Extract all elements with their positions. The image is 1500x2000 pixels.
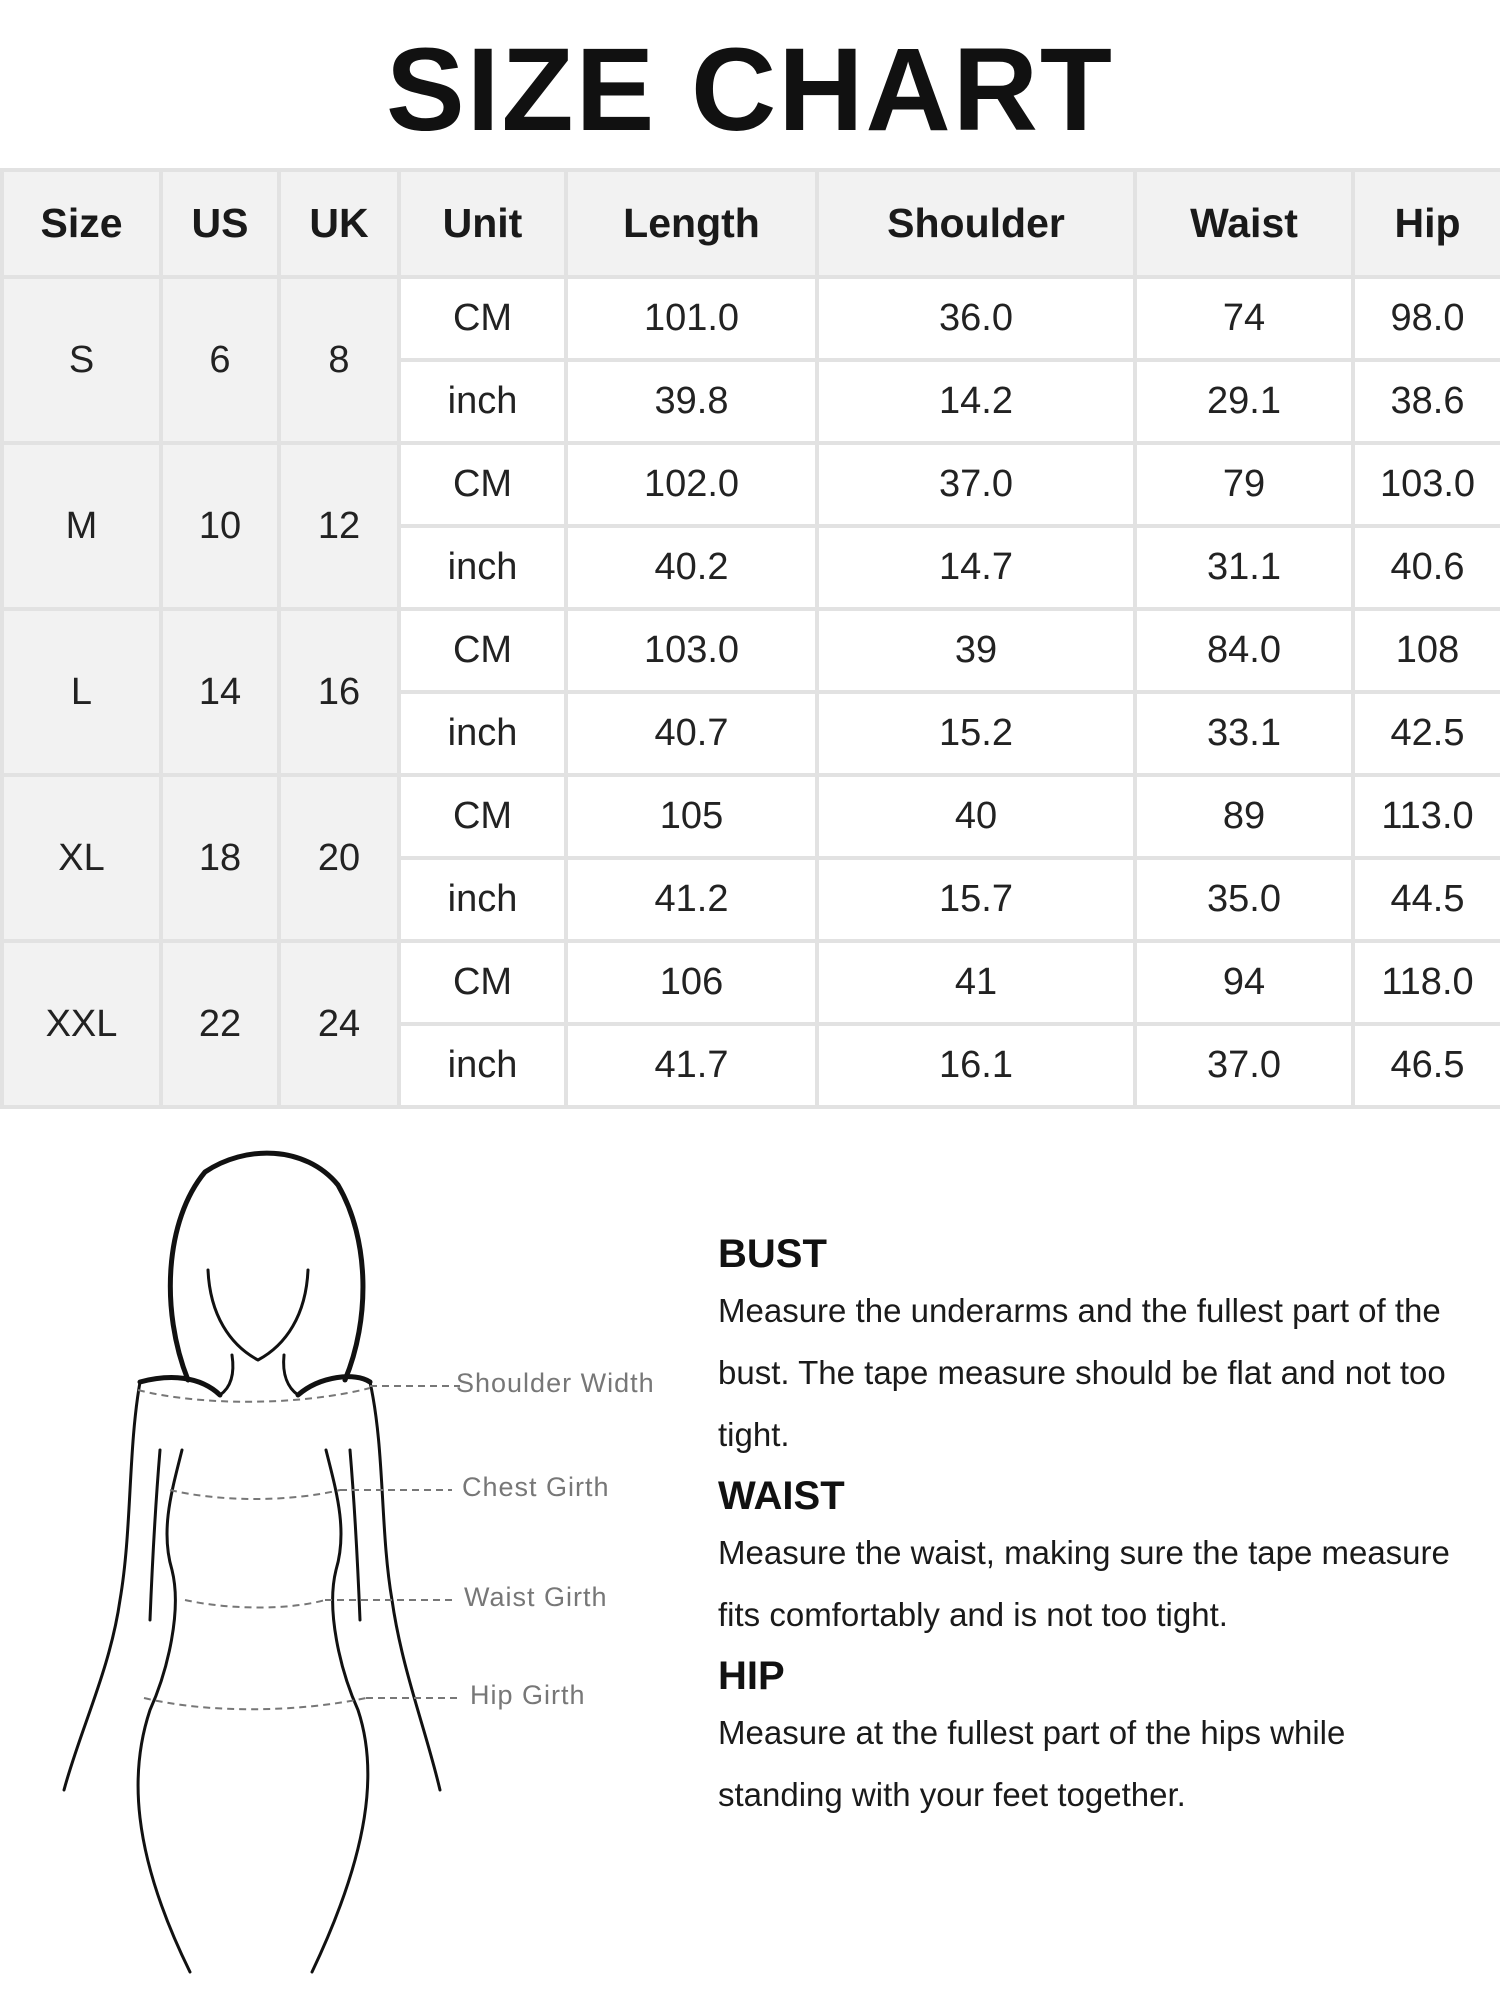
- waist-cell: 35.0: [1135, 858, 1353, 941]
- unit-cell: inch: [399, 360, 566, 443]
- shoulder-cell: 15.2: [817, 692, 1135, 775]
- hip-cell: 108: [1353, 609, 1500, 692]
- waist-cell: 79: [1135, 443, 1353, 526]
- uk-cell: 16: [279, 609, 399, 775]
- header-size: Size: [2, 170, 161, 277]
- hip-cell: 40.6: [1353, 526, 1500, 609]
- us-cell: 6: [161, 277, 279, 443]
- unit-cell: inch: [399, 692, 566, 775]
- hip-cell: 46.5: [1353, 1024, 1500, 1107]
- header-length: Length: [566, 170, 817, 277]
- hip-cell: 98.0: [1353, 277, 1500, 360]
- length-cell: 106: [566, 941, 817, 1024]
- shoulder-cell: 14.2: [817, 360, 1135, 443]
- hip-cell: 38.6: [1353, 360, 1500, 443]
- size-cell: L: [2, 609, 161, 775]
- shoulder-cell: 16.1: [817, 1024, 1135, 1107]
- shoulder-width-label: Shoulder Width: [456, 1368, 655, 1398]
- unit-cell: CM: [399, 277, 566, 360]
- uk-cell: 24: [279, 941, 399, 1107]
- shoulder-cell: 40: [817, 775, 1135, 858]
- waist-cell: 94: [1135, 941, 1353, 1024]
- table-row: [2, 775, 1500, 858]
- uk-cell: 12: [279, 443, 399, 609]
- length-cell: 102.0: [566, 443, 817, 526]
- hip-cell: 118.0: [1353, 941, 1500, 1024]
- shoulder-cell: 37.0: [817, 443, 1135, 526]
- bust-title: BUST: [718, 1232, 827, 1276]
- measurement-instructions: [718, 1228, 1478, 1830]
- hip-cell: 44.5: [1353, 858, 1500, 941]
- unit-cell: CM: [399, 443, 566, 526]
- shoulder-cell: 36.0: [817, 277, 1135, 360]
- length-cell: 103.0: [566, 609, 817, 692]
- shoulder-cell: 41: [817, 941, 1135, 1024]
- us-cell: 10: [161, 443, 279, 609]
- table-row: [2, 277, 1500, 360]
- table-row: [2, 443, 1500, 526]
- bust-section: [718, 1228, 1478, 1466]
- waist-girth-label: Waist Girth: [464, 1582, 608, 1612]
- waist-section: [718, 1470, 1478, 1646]
- uk-cell: 20: [279, 775, 399, 941]
- shoulder-cell: 15.7: [817, 858, 1135, 941]
- us-cell: 18: [161, 775, 279, 941]
- waist-cell: 89: [1135, 775, 1353, 858]
- waist-title: WAIST: [718, 1474, 845, 1518]
- length-cell: 40.7: [566, 692, 817, 775]
- table-header-row: [2, 170, 1500, 277]
- header-hip: Hip: [1353, 170, 1500, 277]
- hip-body: Measure at the fullest part of the hips while standing with your feet together.: [718, 1714, 1346, 1813]
- waist-cell: 37.0: [1135, 1024, 1353, 1107]
- waist-cell: 74: [1135, 277, 1353, 360]
- table-row: [2, 941, 1500, 1024]
- size-cell: XL: [2, 775, 161, 941]
- size-cell: S: [2, 277, 161, 443]
- shoulder-cell: 14.7: [817, 526, 1135, 609]
- waist-cell: 33.1: [1135, 692, 1353, 775]
- waist-body: Measure the waist, making sure the tape measure fits comfortably and is not too tight.: [718, 1534, 1450, 1633]
- header-unit: Unit: [399, 170, 566, 277]
- header-uk: UK: [279, 170, 399, 277]
- unit-cell: CM: [399, 775, 566, 858]
- waist-cell: 31.1: [1135, 526, 1353, 609]
- hip-cell: 42.5: [1353, 692, 1500, 775]
- uk-cell: 8: [279, 277, 399, 443]
- hip-title: HIP: [718, 1654, 785, 1698]
- unit-cell: inch: [399, 858, 566, 941]
- hip-section: [718, 1650, 1478, 1826]
- length-cell: 39.8: [566, 360, 817, 443]
- page-title: SIZE CHART: [386, 24, 1114, 156]
- header-waist: Waist: [1135, 170, 1353, 277]
- hip-girth-label: Hip Girth: [470, 1680, 586, 1710]
- length-cell: 40.2: [566, 526, 817, 609]
- size-cell: XXL: [2, 941, 161, 1107]
- header-shoulder: Shoulder: [817, 170, 1135, 277]
- body-silhouette-icon: [40, 1150, 700, 1980]
- length-cell: 101.0: [566, 277, 817, 360]
- us-cell: 14: [161, 609, 279, 775]
- hip-cell: 113.0: [1353, 775, 1500, 858]
- waist-cell: 29.1: [1135, 360, 1353, 443]
- unit-cell: inch: [399, 526, 566, 609]
- unit-cell: CM: [399, 609, 566, 692]
- size-cell: M: [2, 443, 161, 609]
- body-measurement-figure: [40, 1150, 700, 1980]
- unit-cell: CM: [399, 941, 566, 1024]
- length-cell: 41.2: [566, 858, 817, 941]
- bust-body: Measure the underarms and the fullest part of the bust. The tape measure should be flat and not too tight.: [718, 1292, 1446, 1453]
- size-table: [0, 168, 1500, 1109]
- unit-cell: inch: [399, 1024, 566, 1107]
- us-cell: 22: [161, 941, 279, 1107]
- waist-cell: 84.0: [1135, 609, 1353, 692]
- chest-girth-label: Chest Girth: [462, 1472, 610, 1502]
- header-us: US: [161, 170, 279, 277]
- length-cell: 41.7: [566, 1024, 817, 1107]
- length-cell: 105: [566, 775, 817, 858]
- hip-cell: 103.0: [1353, 443, 1500, 526]
- shoulder-cell: 39: [817, 609, 1135, 692]
- table-row: [2, 609, 1500, 692]
